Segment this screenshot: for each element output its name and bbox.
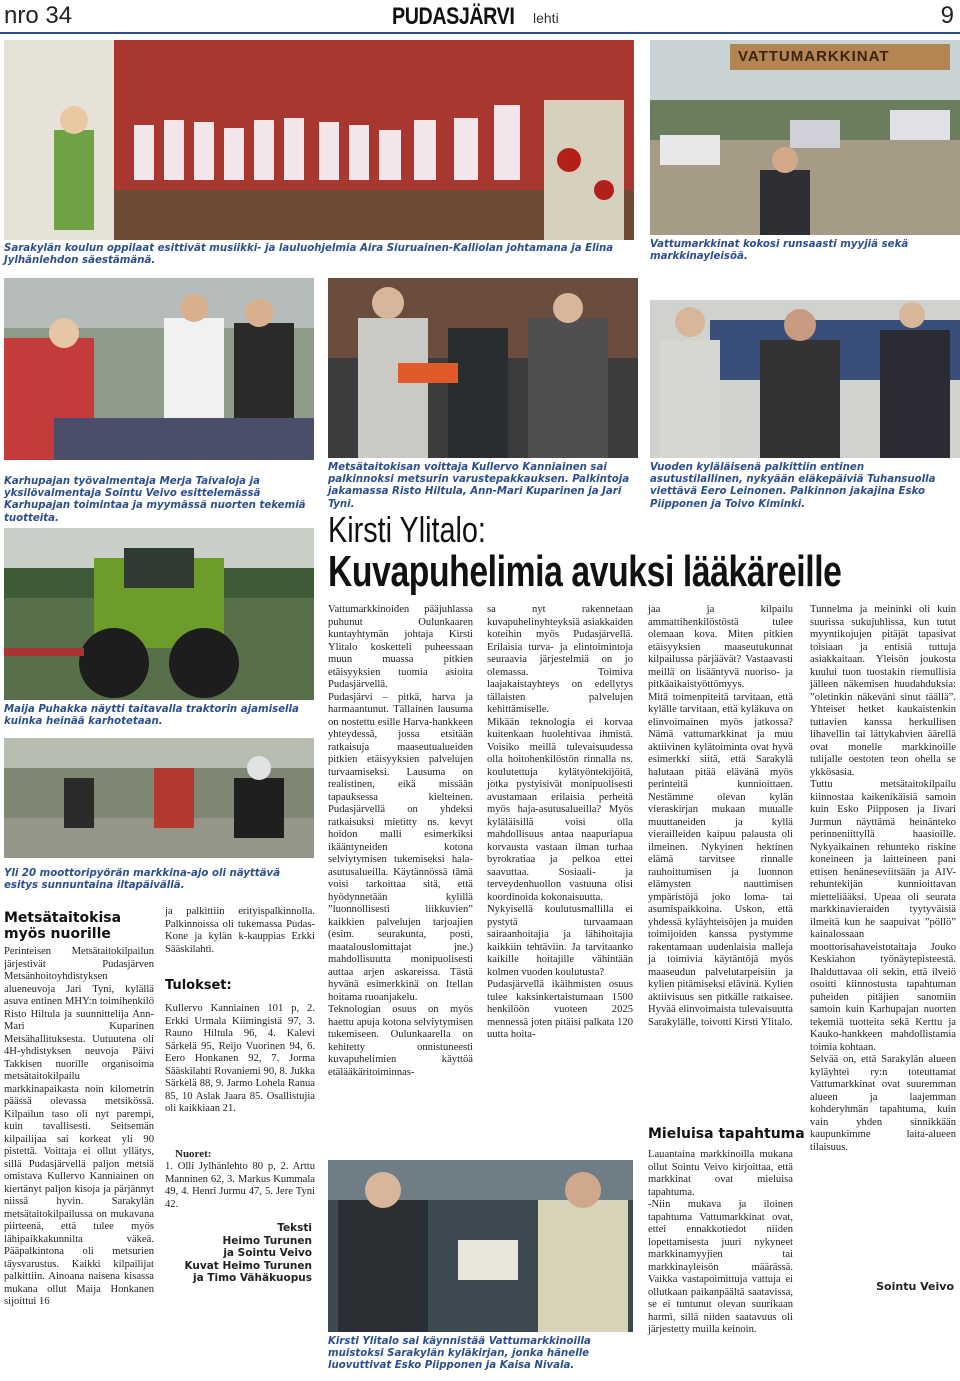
choir-caption: Sarakylän koulun oppilaat esittivät musiikki- ja lauluohjelmia Aira Siuruainen-Kalliolan johtamana ja Elina Jylhänlehdon säestämänä.	[4, 243, 614, 267]
header-rule	[0, 32, 960, 34]
crafts-caption: Karhupajan työvalmentaja Merja Taivaloja ja yksilövalmentaja Sointu Veivo esittelemässä Karhupajan toimintaa ja myymässä nuorten tekemiä tuotteita.	[4, 476, 306, 524]
signature: Sointu Veivo	[876, 1280, 954, 1293]
motorbikes-photo	[4, 738, 314, 858]
market-photo	[650, 40, 960, 235]
youth-heading: Nuoret:	[175, 1148, 212, 1160]
left-story-col2-intro: ja palkittiin erityispalkinnolla. Palkinnoissa oli tukemassa Pudas-Kone ja kylän k-kauppias Erkki Sääskilahti.	[165, 906, 315, 955]
headline-kicker: Kirsti Ylitalo:	[328, 509, 486, 550]
youth-results: 1. Olli Jylhänlehto 80 p, 2. Arttu Manninen 62, 3. Markus Kummala 49, 4. Henri Jurmu 47, 5. Jere Tyni 42.	[165, 1161, 315, 1210]
main-story-col4: Tunnelma ja meininki oli kuin suurissa sukujuhlissa, kun tutut myyntikojujen pitäjät tapasivat toisiaan ja entisiä tuttuja asiakkaitaan. Yleisön joukosta kuului tuon tuostakin riemullisia jälleen näkemisen huudahduksia: ”oletinkin näkeväni sinut täällä”. Yhteiset hetket kaukaistenkin tuttavien kanssa herkullisen lihavellin tai lättykahvien äärellä ovat monelle markkinoille tulijalle oestoten teon ohella se ykkösasia. Tuttu metsätaitokilpailu kiinnostaa kaikenikäisiä samoin kuin Esko Piipposen ja Iivari Jurmun näyttämä heinänteko perinneniittyllä haasioille. Nykyaikainen rehunteko riskine koneineen ja laitteineen pani ettisen henäneseviitsään ja AIV-rehuntekijän kunnioittavan mietteliääksi. Upeaa oli seurata markkinavieraiden tyytyväisiä ilmeitä kun he saapuivat ”pöllö” kainalossaan moottorisahaveistotaitaja Jouko Keskiahon työnäytepisteestä. Ihalduttavaa oli sekin, että ilveiö osoitti kiinnostusta tapahtuman puheiden pitäjien sanomiin samoin kuin Karhupajan nuorten tekemiä tuotteita sekä Kerttu ja Kauko-hankkeen mahdollistamia toimia kohtaan. Selvää on, että Sarakylän alueen kyläyhtei ry:n toteuttamat Vattumarkkinat ovat suuremman alueen ja laajemman kohderyhmän tapahtuma, kuin vain yhden sinnikkään kaupunkimme laita-alueen tilaisuus.	[810, 604, 956, 1153]
page-number-label: nro 34	[4, 2, 73, 29]
main-story-col3: jaa ja kilpailu ammattihenkilöstöstä tulee olemaan kova. Miten pitkien etäisyyksien maaseutukunnat kilpailussa pärjäävät? Vastaavasti meillä on lisääntyvä nuoriso- ja pitkäaikaistyöttömyys. Mitä toimenpiteitä tarvitaan, että kylälle tarvitaan, että kyläkuva on elinvoimainen myös jatkossa? Nämä vattumarkkinat ja muu aktiivinen kylätoiminta ovat hyvä esimerkki siitä, että Sarakylä halutaan pitää elävänä myös perinteitä kunnioittaen. Nestämme olevan kylän vieraskirjan mukaan muualle muuttaneiden ja kyllä vierailleiden kaipuu palausta oli ilmeinen. Nykyinen hektinen elämä tarvitsee rinnalle rauhoittumisen ja luonnon elämysten nauttimisen ympäristöjä joko loma- tai asumispaikkoina. Uskon, että yhdessä kyläyhteisöjen ja muiden toimijoiden kanssa pystymme rakentamaan uudenlaisia malleja ja toimivia käytäntöjä myös maaseudun palvelutarpeisiin ja kylien pitämiseksi elävinä. Kylien aktiivisuus sen pitkälle ratkaisee. Hyvää elinvoimaista tulevaisuutta Sarakylälle, toivotti Kirsti Ylitalo.	[648, 604, 793, 1028]
motorbikes-caption: Yli 20 moottoripyörän markkina-ajo oli näyttävä esitys sunnuntaina iltapäivällä.	[4, 868, 281, 892]
forestry-photo	[328, 278, 638, 458]
market-caption: Vattumarkkinat kokosi runsaasti myyjiä sekä markkinayleisöä.	[650, 239, 909, 263]
market-sign-text: VATTUMARKKINAT	[738, 48, 890, 65]
photo-credit: Teksti Heimo Turunen ja Sointu Veivo Kuvat Heimo Turunen ja Timo Vähäkuopus	[184, 1222, 312, 1284]
left-story-heading: Metsätaitokisa myös nuorille	[4, 910, 122, 942]
sub-heading-event: Mieluisa tapahtuma	[648, 1126, 805, 1142]
newspaper-suffix: lehti	[533, 10, 559, 26]
main-story-col3b: Lauantaina markkinoilla mukana ollut Sointu Veivo kirjoittaa, että markkinat ovat mieluisa tapahtuma. -Niin mukava ja iloinen tapahtuma Vattumarkkinat ovat, ettei ennakkotiedot niiden lopettamisesta juuri nykyneet markkinamyyjien tai markkinayleisön määrässä. Vaikka vastapoimittuja vattuja ei ollutkaan paikanpäältä saatavissa, se ei tuntunut olevan suurikaan harmi, sillä niiden saatavuus oli järjestetty muilla keinoin.	[648, 1149, 793, 1335]
page-num-right: 9	[940, 2, 954, 29]
choir-photo	[4, 40, 634, 240]
villager-caption: Vuoden kyläläisenä palkittiin entinen asutustilallinen, nykyään eläkepäiviä Tuhansuolla viettävä Eero Leinonen. Palkinnon jakajina Esko Piipponen ja Toivo Kiminki.	[650, 462, 936, 510]
results-heading: Tulokset:	[165, 978, 232, 993]
main-story-col1: Vattumarkkinoiden pääjuhlassa puhunut Oulunkaaren kuntayhtymän johtaja Kirsti Ylitalo kosketteli puheessaan muun muassa pitkien etäisyyksien tuomia asioita Pudasjärvellä. Pudasjärvi – pitkä, harva ja harmaantunut. Tällainen lausuma on nostettu esille Harva-hankkeen yhteydessä, jossa etsitään ratkaisuja maaseutualueiden pitkien etäisyyksien palvelujen turvaamiseksi. Lausuma on realistinen, eikä missään tapauksessa kielteinen. Pudasjärvellä on yhdeksi ratkaisuksi mietitty ns. kevyt hoidon malli esimerkiksi ikääntyneiden kotona selviytymisen tukemiseksi hala-asutusalueilla. Käytännössä tämä voisi tarkoittaa sitä, että hyödynnetään kylillä ”luonnollisesti liikkuvien” kaikkien palvelujen tarjoajien (esim. seurakunta, posti, maatalouslomittajat jne.) mahdollisuutta monipuolisesti auttaa arjen askareissa. Tästä hyvänä esimerkkinä on Itellan hoitama ruoanjakelu. Teknologian osuus on myös haettu apuja kotona selviytymisen tukemiseen. Oulunkaarella on kehitetty onnistuneesti kuvapuhelimien käyttöä etälääkäritoiminnas-	[328, 604, 473, 1078]
headline-title: Kuvapuhelimia avuksi lääkäreille	[328, 547, 842, 596]
tractor-caption: Maija Puhakka näytti taitavalla traktorin ajamisella kuinka heinää karhotetaan.	[4, 704, 299, 728]
tractor-photo	[4, 528, 314, 700]
page-header	[0, 0, 960, 32]
newspaper-name: PUDASJÄRVI	[392, 3, 515, 30]
villager-photo	[650, 300, 960, 458]
crafts-photo	[4, 278, 314, 460]
book-photo	[328, 1160, 633, 1332]
forestry-caption: Metsätaitokisan voittaja Kullervo Kanniainen sai palkinnoksi metsurin varustepakkauksen. Palkintoja jakamassa Risto Hiltula, Ann-Mari Kuparinen ja Jari Tyni.	[328, 462, 630, 510]
main-story-col2: sa nyt rakennetaan kuvapuhelinyhteyksiä asiakkaiden koteihin myös Pudasjärvellä. Erilaisia turva- ja elintoimintoja seuraavia järjestelmiä on jo olemassa. Toimiva laajakaistayhteys on edellytys tällaisten palvelujen kehittämiselle. Mikään teknologia ei korvaa kuitenkaan huolehtivaa ihmistä. Voisiko meillä tulevaisuudessa olla hoitohenkilöstön rinnalla ns. koulutettuja kylätyöntekijöitä, jotka pystyisivät monipuolisesti avustamaan erilaisia perheitä myös haja-asutusalueilla? Myös kyläläisillä voisi olla mahdollisuus antaa naapuriapua korvausta vastaan ilman turhaa byrokratiaa ja pelkoa ettei saavuttaa. Sosiaali- ja terveydenhuollon vastuuna olisi koordinoida kokonaisuutta. Nykyisellä koulutusmallilla ei pystytä turvaamaan sairaanhoitajia ja lähihoitajia kaikkiin tehtäviin. Ja tarvitaanko kaikille hoitajille vähintään kolmen vuoden koulutusta? Pudasjärvellä ikäihmisten osuus tulee kaksinkertaistumaan 1500 henkilöön vuoteen 2025 mennessä joten pitäisi palkata 120 uutta hoita-	[487, 604, 633, 1040]
results-text: Kullervo Kanniainen 101 p, 2. Erkki Urmala Kiimingistä 97, 3. Rauno Hiltula 96, 4. Kalevi Särkelä 95, Reijo Vuorinen 94, 6. Eero Honkanen 92, 7. Jorma Sääskilahti Rovaniemi 90, 8. Jukka Särkelä 88, 9. Jarmo Lohela Ranua 85, 10 Aslak Jaara 85. Osallistujia oli kaikkiaan 21.	[165, 1003, 315, 1114]
left-story-col1: Perinteisen Metsätaitokilpailun järjestivät Pudasjärven Metsänhoitoyhdistyksen alueneuvoja Jari Tyni, kylällä asuva entinen MHY:n toimihenkilö Risto Hiltula ja suunnittelija Ann-Mari Kuparinen Metsähallituksesta. Uutuutena oli 4H-yhdistyksen neuvoja Päivi Takkisen nuorille organisoima metsätaitokilpailu markkinapaikasta noin kilometrin päässä olevassa metsikössä. Kilpailun taso oli nyt parempi, kuin tavallisesti. Seitsemän kilpailijaa sai korkeat yli 90 pistettä. Voittaja ei ollut yllätys, sillä Pudasjärvellä paljon metsiä omistava Kullervo Kanniainen on kiertänyt paljon kisoja ja pärjännyt niissä hyvin. Sarakylän metsätaitokilpailussa on mukavana piirteenä, että tulee myös lähipaikkakunnilta väkeä. Pääpalkintona oli metsurien täysvarustus. Kaikki kilpailijat palkittiin. Ainoana naisena kisassa mukana ollut Maija Honkanen sijoittui 16	[4, 946, 154, 1307]
book-caption: Kirsti Ylitalo sai käynnistää Vattumarkkinoilla muistoksi Sarakylän kyläkirjan, jonka hänelle luovuttivat Esko Piipponen ja Kaisa Nivala.	[328, 1336, 591, 1372]
